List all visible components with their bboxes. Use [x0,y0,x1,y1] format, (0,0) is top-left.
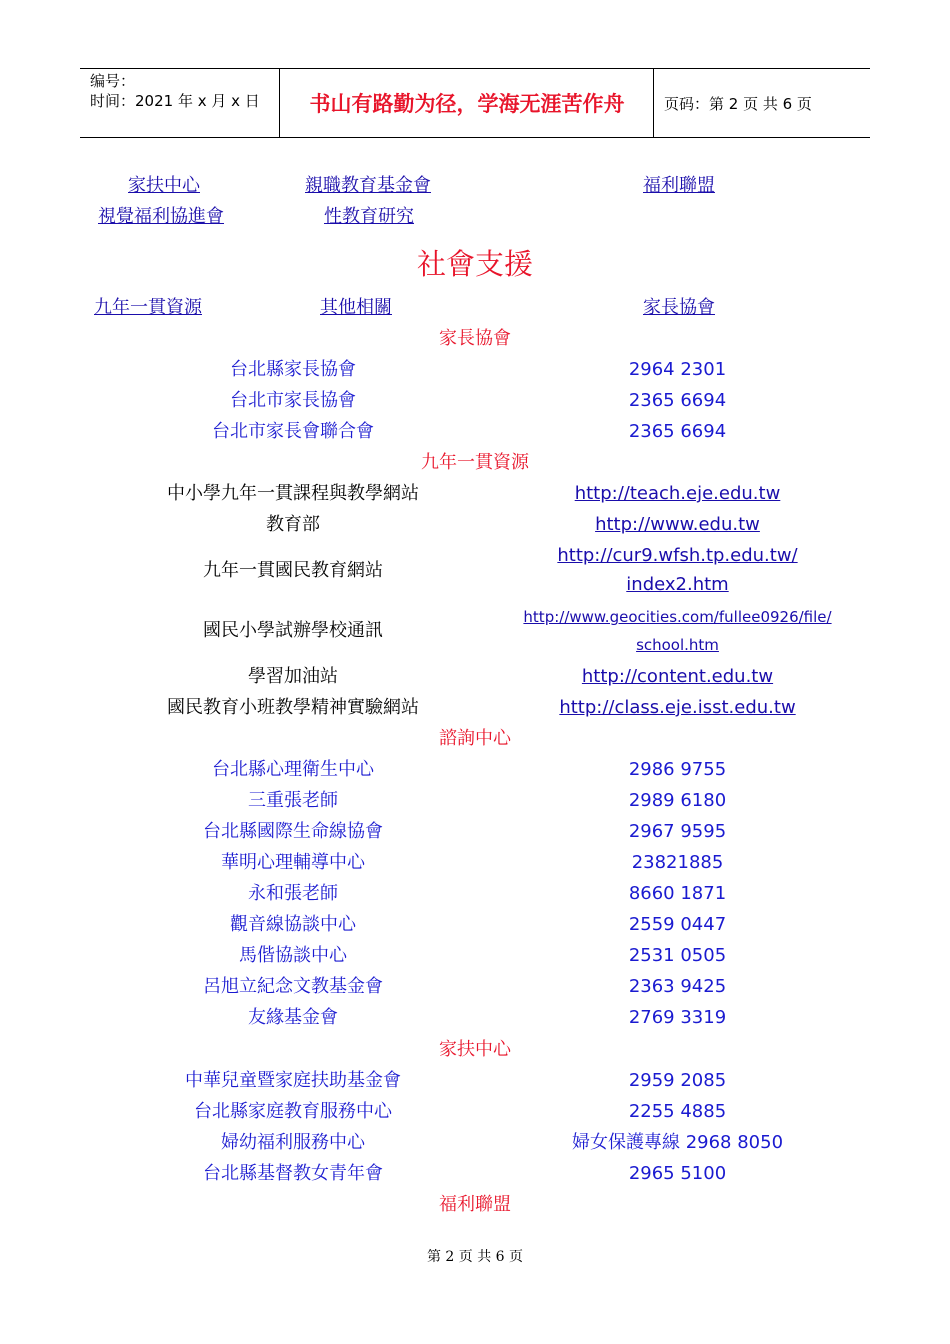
item-name: 永和張老師 [248,883,338,904]
item-name: 台北縣家長協會 [230,359,356,380]
item-phone: 2986 9755 [628,759,727,780]
item-name: 國民教育小班教學精神實驗網站 [167,697,419,718]
list-item [0,1129,950,1157]
list-item [0,480,950,508]
item-name: 友緣基金會 [248,1007,338,1028]
item-phone: 2365 6694 [628,421,727,442]
list-item [0,1067,950,1095]
document-header [80,68,870,138]
list-item [0,356,950,384]
item-name: 台北縣基督教女青年會 [203,1163,383,1184]
item-name: 馬偕協談中心 [239,945,347,966]
list-item [0,694,950,722]
list-item [0,387,950,415]
list-item [0,849,950,877]
item-phone: 2989 6180 [628,790,727,811]
header-meta-cell [80,69,280,137]
section-title-counsel: 諮詢中心 [439,728,511,749]
item-url-link[interactable]: http://www.geocities.com/fullee0926/file/ [523,608,832,626]
item-name: 台北縣國際生命線協會 [203,821,383,842]
section-title-parents: 家長協會 [439,328,511,349]
item-name: 中小學九年一貫課程與教學網站 [167,483,419,504]
top-links-row-1 [0,172,950,200]
item-name: 九年一貫國民教育網站 [203,560,383,581]
item-phone: 23821885 [631,852,724,873]
item-name: 觀音線協談中心 [230,914,356,935]
time-label: 时间：2021 年 x 月 x 日 [90,92,260,110]
list-item [0,1160,950,1188]
item-name: 台北市家長協會 [230,390,356,411]
list-item [0,542,950,602]
item-name: 華明心理輔導中心 [221,852,365,873]
item-name: 呂旭立紀念文教基金會 [203,976,383,997]
item-name: 台北市家長會聯合會 [212,421,374,442]
item-url-link[interactable]: http://www.edu.tw [595,514,760,535]
item-url-link[interactable]: http://cur9.wfsh.tp.edu.tw/ [557,545,798,566]
list-item [0,973,950,1001]
section-title-nine-year: 九年一貫資源 [421,452,529,473]
list-item [0,756,950,784]
item-phone: 2959 2085 [628,1070,727,1091]
item-name: 學習加油站 [248,666,338,687]
link-family-center[interactable]: 家扶中心 [128,175,200,196]
section-title-family: 家扶中心 [439,1039,511,1060]
nav-nine-year[interactable]: 九年一貫資源 [94,297,202,318]
item-url-link[interactable]: http://content.edu.tw [581,666,774,687]
item-url-link[interactable]: http://teach.eje.edu.tw [574,483,781,504]
item-name: 教育部 [266,514,320,535]
page-title: 社會支援 [416,247,533,281]
list-item [0,603,950,661]
nav-parents[interactable]: 家長協會 [643,297,715,318]
list-item [0,787,950,815]
list-item [0,880,950,908]
item-url-link-cont[interactable]: school.htm [636,636,719,654]
item-phone: 婦女保護專線 2968 8050 [571,1132,784,1153]
item-phone: 2964 2301 [628,359,727,380]
item-name: 國民小學試辦學校通訊 [203,620,383,641]
header-page-info: 页码：第 2 页 共 6 页 [664,94,812,113]
list-item [0,511,950,539]
code-label: 编号： [90,72,136,90]
link-sex-education[interactable]: 性教育研究 [324,206,414,227]
list-item [0,663,950,691]
item-phone: 2967 9595 [628,821,727,842]
link-welfare-alliance[interactable]: 福利聯盟 [643,175,715,196]
page-footer: 第 2 页 共 6 页 [426,1249,524,1265]
item-phone: 2363 9425 [628,976,727,997]
item-name: 三重張老師 [248,790,338,811]
list-item [0,1098,950,1126]
item-url-link[interactable]: http://class.eje.isst.edu.tw [559,697,796,718]
link-visual-welfare[interactable]: 視覺福利協進會 [98,206,224,227]
item-name: 中華兒童暨家庭扶助基金會 [185,1070,401,1091]
list-item [0,418,950,446]
item-name: 台北縣心理衛生中心 [212,759,374,780]
list-item [0,911,950,939]
item-name: 台北縣家庭教育服務中心 [194,1101,392,1122]
list-item [0,818,950,846]
item-phone: 8660 1871 [628,883,727,904]
section-title-welfare: 福利聯盟 [439,1194,511,1215]
item-phone: 2365 6694 [628,390,727,411]
top-links-row-2 [0,203,950,231]
item-phone: 2559 0447 [628,914,727,935]
item-phone: 2255 4885 [628,1101,727,1122]
list-item [0,942,950,970]
item-url-link-cont[interactable]: index2.htm [626,574,729,595]
list-item [0,1004,950,1032]
item-phone: 2769 3319 [628,1007,727,1028]
header-motto: 书山有路勤为径，学海无涯苦作舟 [281,69,654,137]
nav-other[interactable]: 其他相關 [320,297,392,318]
section-nav [0,294,950,322]
item-phone: 2531 0505 [628,945,727,966]
link-parenting-foundation[interactable]: 親職教育基金會 [305,175,431,196]
item-phone: 2965 5100 [628,1163,727,1184]
item-name: 婦幼福利服務中心 [221,1132,365,1153]
